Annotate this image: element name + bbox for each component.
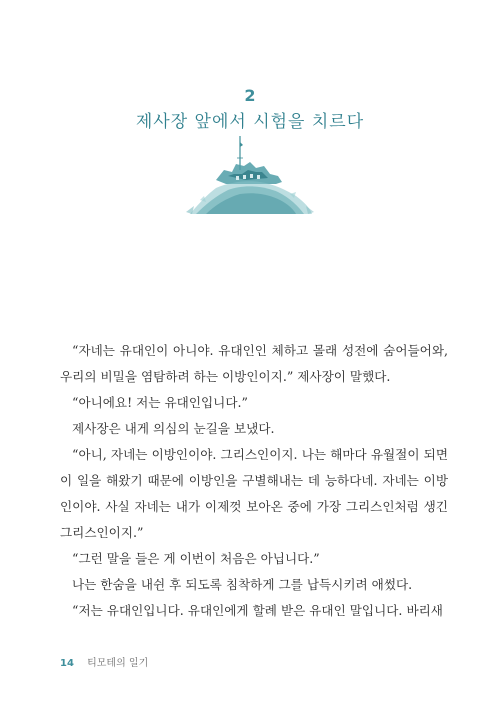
temple-watercolor-illustration [186, 136, 314, 216]
paragraph: 나는 한숨을 내쉰 후 되도록 침착하게 그를 납득시키려 애썼다. [72, 577, 413, 592]
paragraph: “저는 유대인입니다. 유대인에게 할례 받은 유대인 말입니다. 바리새 [72, 603, 443, 618]
body-text [60, 338, 448, 624]
page-footer [60, 657, 148, 671]
paragraph: “자네는 유대인이 아니야. 유대인인 체하고 몰래 성전에 숨어들어와, 우리의 비밀을 염탐하려 하는 이방인이지.” 제사장이 말했다. [60, 343, 448, 384]
chapter-title: 제사장 앞에서 시험을 치르다 [135, 112, 365, 132]
paragraph: “아니에요! 저는 유대인입니다.” [72, 395, 248, 410]
page-number: 14 [60, 658, 74, 669]
paragraph: 제사장은 내게 의심의 눈길을 보냈다. [72, 421, 275, 436]
chapter-number: 2 [244, 86, 256, 105]
running-book-title: 티모테의 일기 [87, 658, 149, 669]
paragraph: “그런 말을 들은 게 이번이 처음은 아닙니다.” [72, 551, 320, 566]
paragraph: “아니, 자네는 이방인이야. 그리스인이지. 나는 해마다 유월절이 되면 이 일을 해왔기 때문에 이방인을 구별해내는 데 능하다네. 자네는 이방인이야. 사실 자네는 내가 이제껏 보아온 중에 가장 그리스인처럼 생긴 그리스인이지.” [60, 447, 448, 540]
